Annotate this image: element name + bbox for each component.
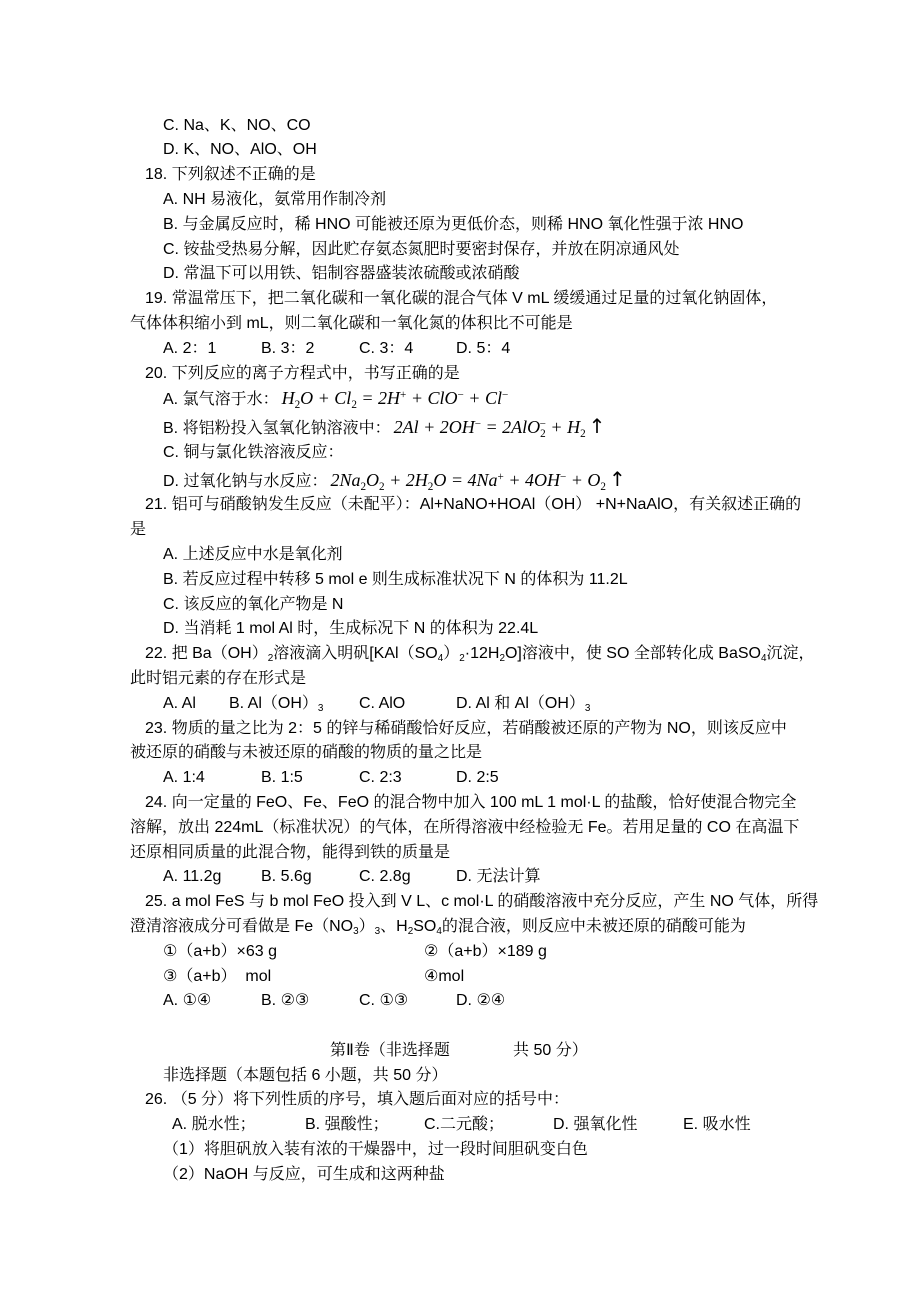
q24-option-d: D. 无法计算 [456,868,541,886]
q22-option-d [456,692,590,717]
q25-items-row-1 [0,940,920,965]
eq-subscript: 2 [427,480,434,493]
subscript: 2 [499,653,505,665]
eq-subscript: 2 [351,398,357,411]
q25-item-2: ②（a+b）×189 g [424,942,547,960]
q26-property-d: D. 强氧化性 [553,1116,638,1134]
option-text: B. Al（OH） [229,694,318,712]
eq-term: 2Na [330,470,361,491]
q20-option-a [0,386,920,411]
q23-option-d: D. 2:5 [456,769,499,787]
eq-subscript: 2 [294,398,301,411]
q23-option-c: C. 2:3 [359,769,402,787]
eq-term: O = 4Na [433,470,498,491]
q25-stem-line-1: 25. a mol FeS 与 b mol FeO 投入到 V L、c mol·L 的硝酸溶液中充分反应，产生 NO 气体，所得 [145,893,819,911]
q21-option-b: B. 若反应过程中转移 5 mol e 则生成标准状况下 N 的体积为 11.2L [163,570,628,588]
option-text: D. Al 和 Al（OH） [456,694,585,712]
q26-stem: 26. （5 分）将下列性质的序号，填入题后面对应的括号中： [145,1091,570,1109]
q19-option-b: B. 3：2 [261,339,315,357]
option-label: D. 过氧化钠与水反应： [163,473,328,491]
q24-option-c: C. 2.8g [359,868,411,886]
stem-text: 的混合液，则反应中未被还原的硝酸可能为 [441,917,746,935]
subscript: 4 [761,653,767,665]
q25-option-b: B. ②③ [261,992,310,1010]
q17-option-c: C. Na、K、NO、CO [163,116,311,134]
stem-text: 沉淀， [766,645,815,663]
q20-option-d [0,465,920,493]
eq-term: + O [566,470,601,491]
stem-text: 溶液滴入明矾[KAl（SO [273,645,438,663]
q25-stem-line-2 [0,915,920,940]
gas-arrow-icon: ↑ [588,414,606,439]
eq-term: 2Al + 2OH [393,417,475,438]
eq-charge: − [474,418,482,431]
q24-options [0,865,920,890]
q25-item-3: ③（a+b） mol [163,967,272,985]
q18-option-a: A. NH 易液化，氨常用作制冷剂 [163,190,387,208]
q23-option-a: A. 1:4 [163,769,205,787]
eq-charge: − [559,471,567,484]
eq-term: H [281,388,295,409]
q20-option-c: C. 铜与氯化铁溶液反应： [163,444,344,462]
q18-option-c: C. 铵盐受热易分解，因此贮存氨态氮肥时要密封保存，并放在阴凉通风处 [163,240,680,258]
q25-item-1: ①（a+b）×63 g [163,942,277,960]
stem-text: ·12H [464,645,500,663]
eq-charge: − [539,418,546,431]
section-2-title: 第Ⅱ卷（非选择题 [330,1041,450,1059]
q19-options [0,337,920,362]
q26-item-2: （2）NaOH 与反应，可生成和这两种盐 [163,1165,445,1183]
q21-option-c: C. 该反应的氧化产物是 N [163,595,344,613]
subscript: 3 [584,702,591,714]
q24-option-a: A. 11.2g [163,868,222,886]
q23-options [0,766,920,791]
q25-items-row-2 [0,965,920,990]
eq-term: O + Cl [300,388,352,409]
eq-charge: + [400,389,407,402]
stem-text: 22. 把 Ba（OH） [145,645,268,663]
q21-option-a: A. 上述反应中水是氧化剂 [163,545,343,563]
gas-arrow-icon: ↑ [609,467,626,492]
q17-option-d: D. K、NO、AlO、OH [163,141,317,159]
q26-property-a: A. 脱水性； [172,1116,256,1134]
eq-term: = 2H [356,388,401,409]
option-label: A. 氯气溶于水： [163,391,279,409]
stem-text: 、H [380,917,408,935]
eq-subscript: 2 [379,480,385,493]
equation [281,388,509,411]
q25-item-4: ④mol [424,967,465,985]
stem-text: SO [413,917,437,935]
section-2-heading [0,1039,920,1064]
q26-properties [0,1113,920,1138]
subscript: 3 [317,702,324,714]
q19-option-a: A. 2：1 [163,339,217,357]
subscript: 3 [374,925,381,937]
q25-option-d: D. ②④ [456,992,506,1010]
q18-option-d: D. 常温下可以用铁、铝制容器盛装浓硫酸或浓硝酸 [163,265,520,283]
q26-property-c: C.二元酸； [424,1116,505,1134]
stem-text: ） [358,917,375,935]
subscript: 2 [407,925,414,937]
stem-text: O]溶液中，使 SO 全部转化成 BaSO [504,645,761,663]
q21-stem-line-1: 21. 铝可与硝酸钠发生反应（未配平）：Al+NaNO+HOAl（OH） +N+NaAlO，有关叙述正确的 [145,496,802,514]
eq-subscript: 2 [540,427,546,440]
q19-stem-line-1: 19. 常温常压下，把二氧化碳和一氧化碳的混合气体 V mL 缓缓通过足量的过氧化钠固体， [145,290,778,308]
eq-term: + 2H [384,470,428,491]
q22-option-c: C. AlO [359,694,406,712]
subscript: 4 [436,925,442,937]
q21-stem-line-2: 是 [130,521,147,539]
equation [330,467,626,493]
q20-option-b [0,411,920,441]
eq-subscript: 2 [600,480,606,493]
eq-term: = 2AlO [481,417,541,438]
question-list [0,114,920,1188]
eq-term: + ClO [406,388,458,409]
eq-term: + 4OH [503,470,560,491]
stem-text: ） [443,645,460,663]
q26-property-e: E. 吸水性 [683,1116,751,1134]
option-label: B. 将铝粉投入氢氧化钠溶液中： [163,420,391,438]
q24-option-b: B. 5.6g [261,868,312,886]
subscript: 2 [459,653,465,665]
eq-subscript: 2 [360,480,367,493]
section-2-intro: 非选择题（本题包括 6 小题，共 50 分） [163,1066,448,1084]
eq-term: O [366,470,380,491]
q23-stem-line-1: 23. 物质的量之比为 2：5 的锌与稀硝酸恰好反应，若硝酸被还原的产物为 NO，则该反应中 [145,719,787,737]
q24-stem-line-3: 还原相同质量的此混合物，能得到铁的质量是 [130,843,451,861]
q18-option-b: B. 与金属反应时，稀 HNO 可能被还原为更低价态，则稀 HNO 氧化性强于浓 HNO [163,215,744,233]
stem-text: 澄清溶液成分可看做是 Fe（NO [130,917,354,935]
subscript: 4 [437,653,444,665]
eq-charge: − [501,389,509,402]
eq-charge: − [457,389,464,402]
q25-option-c: C. ①③ [359,992,409,1010]
q25-option-a: A. ①④ [163,992,212,1010]
section-2-score: 共 50 分） [513,1041,588,1059]
q22-stem-line-2: 此时铝元素的存在形式是 [130,669,307,687]
section-spacer [0,1014,920,1039]
subscript: 2 [267,653,274,665]
q22-option-b [229,692,323,717]
q20-stem: 20. 下列反应的离子方程式中，书写正确的是 [145,364,460,382]
q19-option-c: C. 3：4 [359,339,414,357]
q19-stem-line-2: 气体体积缩小到 mL，则二氧化碳和一氧化氮的体积比不可能是 [130,314,573,332]
q22-stem-line-1 [0,642,920,667]
q22-options [0,692,920,717]
equation [393,414,606,440]
q21-option-d: D. 当消耗 1 mol Al 时，生成标况下 N 的体积为 22.4L [163,620,539,638]
q18-stem: 18. 下列叙述不正确的是 [145,166,316,184]
q23-stem-line-2: 被还原的硝酸与未被还原的硝酸的物质的量之比是 [130,744,483,762]
eq-term: + H [545,417,581,438]
eq-charge: + [497,471,504,484]
eq-subscript: 2 [580,427,586,440]
q26-item-1: （1）将胆矾放入装有浓的干燥器中，过一段时间胆矾变白色 [163,1141,588,1159]
q22-option-a: A. Al [163,694,196,712]
eq-term: + Cl [463,388,502,409]
q24-stem-line-1: 24. 向一定量的 FeO、Fe、FeO 的混合物中加入 100 mL 1 mol·L 的盐酸，恰好使混合物完全 [145,793,797,811]
q23-option-b: B. 1:5 [261,769,303,787]
q24-stem-line-2: 溶解，放出 224mL（标准状况）的气体，在所得溶液中经检验无 Fe。若用足量的 CO 在高温下 [130,818,800,836]
q25-options [0,989,920,1014]
subscript: 3 [353,925,359,937]
q19-option-d: D. 5：4 [456,339,511,357]
q26-property-b: B. 强酸性； [305,1116,389,1134]
